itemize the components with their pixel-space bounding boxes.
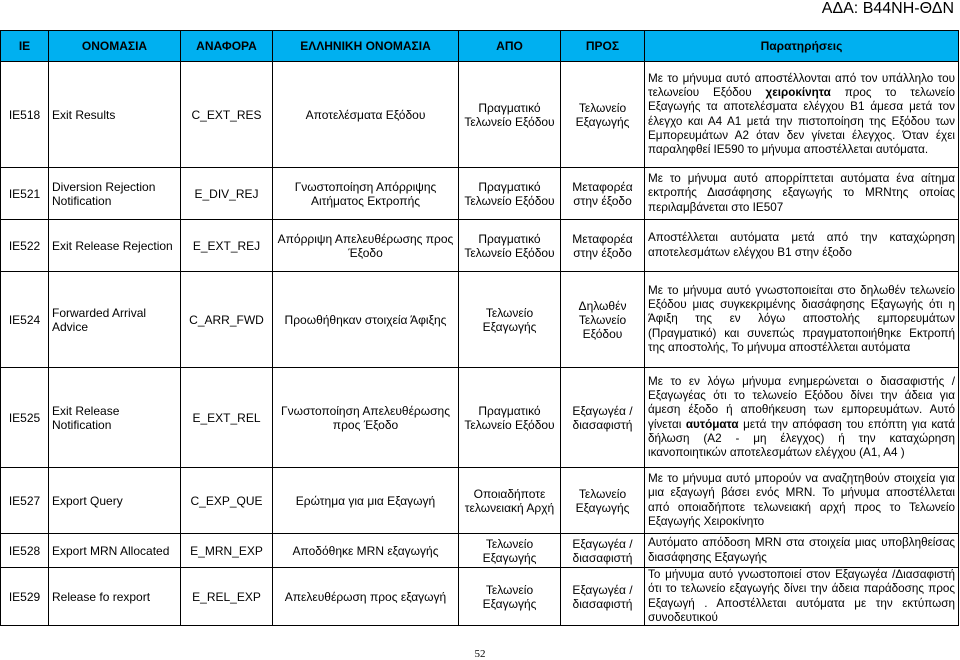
cell-from: Πραγματικό Τελωνείο Εξόδου [459, 62, 561, 168]
cell-greek-name: Αποδόθηκε MRN εξαγωγής [273, 534, 459, 568]
messages-table [0, 30, 959, 626]
cell-notes: Αυτόματο απόδοση MRN στα στοιχεία μιας υποβληθείσας διασάφησης Εξαγωγής [645, 534, 959, 568]
table-row [1, 168, 959, 220]
cell-greek-name: Γνωστοποίηση Απόρριψης Αιτήματος Εκτροπής [273, 168, 459, 220]
cell-greek-name: Αποτελέσματα Εξόδου [273, 62, 459, 168]
cell-ref: E_MRN_EXP [181, 534, 273, 568]
cell-name: Exit Results [49, 62, 181, 168]
cell-from: Πραγματικό Τελωνείο Εξόδου [459, 220, 561, 272]
cell-ie: IE521 [1, 168, 49, 220]
cell-greek-name: Απόρριψη Απελευθέρωσης προς Έξοδο [273, 220, 459, 272]
col-header-ref: ΑΝΑΦΟΡΑ [181, 31, 273, 62]
cell-name: Release fo rexport [49, 568, 181, 626]
cell-notes: Με το μήνυμα αυτό μπορούν να αναζητηθούν στοιχεία για μια εξαγωγή βάσει ενός MRN. Το μήνυμα αποστέλλεται από οποιαδήποτε τελωνειακή αρχή προς το Τελωνείο Εξαγωγής Χειροκίνητο [645, 468, 959, 534]
table-row [1, 62, 959, 168]
cell-to: Μεταφορέα στην έξοδο [561, 220, 645, 272]
cell-ie: IE522 [1, 220, 49, 272]
cell-ie: IE518 [1, 62, 49, 168]
cell-notes: Με το εν λόγω μήνυμα ενημερώνεται ο διασαφιστής /Εξαγωγέας ότι το τελωνείο Εξόδου δίνει την άδεια για άμεση έξοδο ή αποθήκευση των εμπορευμάτων. Αυτό γίνεται αυτόματα μετά την απόφαση του επόπτη για κατά δήλωση (Α2 - μη έλεγχος) ή την καταχώρηση ικανοποιητικών αποτελεσμάτων ελέγχου (Α1, Α4 ) [645, 368, 959, 468]
table-row [1, 468, 959, 534]
cell-greek-name: Ερώτημα για μια Εξαγωγή [273, 468, 459, 534]
cell-name: Exit Release Notification [49, 368, 181, 468]
table-row [1, 220, 959, 272]
cell-ref: C_EXP_QUE [181, 468, 273, 534]
cell-ie: IE527 [1, 468, 49, 534]
cell-ie: IE528 [1, 534, 49, 568]
col-header-from: ΑΠΟ [459, 31, 561, 62]
cell-from: Τελωνείο Εξαγωγής [459, 272, 561, 368]
table-row [1, 272, 959, 368]
cell-ref: E_EXT_REJ [181, 220, 273, 272]
cell-name: Forwarded Arrival Advice [49, 272, 181, 368]
cell-from: Τελωνείο Εξαγωγής [459, 534, 561, 568]
cell-to: Δηλωθέν Τελωνείο Εξόδου [561, 272, 645, 368]
table-row [1, 568, 959, 626]
cell-greek-name: Προωθήθηκαν στοιχεία Άφιξης [273, 272, 459, 368]
cell-ref: E_DIV_REJ [181, 168, 273, 220]
col-header-name: ΟΝΟΜΑΣΙΑ [49, 31, 181, 62]
table-row [1, 368, 959, 468]
cell-name: Exit Release Rejection [49, 220, 181, 272]
cell-ie: IE524 [1, 272, 49, 368]
cell-ie: IE525 [1, 368, 49, 468]
cell-notes: Με το μήνυμα αυτό αποστέλλονται από τον υπάλληλο του τελωνείου Εξόδου χειροκίνητα προς το τελωνείο Εξαγωγής τα αποτελέσματα ελέγχου Β1 άμεσα μετά τον έλεγχο και Α4 Α1 μετά την πιστοποίηση της Εξόδου των Εμπορευμάτων Α2 όταν δεν γίνεται έλεγχος. Όταν έχει παραληφθεί ΙΕ590 το μήνυμα αποστέλλεται αυτόματα. [645, 62, 959, 168]
cell-to: Τελωνείο Εξαγωγής [561, 468, 645, 534]
cell-greek-name: Γνωστοποίηση Απελευθέρωσης προς Έξοδο [273, 368, 459, 468]
cell-name: Diversion Rejection Notification [49, 168, 181, 220]
cell-to: Τελωνείο Εξαγωγής [561, 62, 645, 168]
cell-to: Μεταφορέα στην έξοδο [561, 168, 645, 220]
cell-ref: E_EXT_REL [181, 368, 273, 468]
cell-notes: Αποστέλλεται αυτόματα μετά από την καταχώρηση αποτελεσμάτων ελέγχου Β1 στην έξοδο [645, 220, 959, 272]
cell-from: Οποιαδήποτε τελωνειακή Αρχή [459, 468, 561, 534]
cell-from: Τελωνείο Εξαγωγής [459, 568, 561, 626]
cell-to: Εξαγωγέα /διασαφιστή [561, 368, 645, 468]
cell-ref: C_ARR_FWD [181, 272, 273, 368]
col-header-to: ΠΡΟΣ [561, 31, 645, 62]
col-header-ie: ΙΕ [1, 31, 49, 62]
document-stamp: ΑΔΑ: Β44ΝΗ-ΘΔΝ [821, 0, 954, 17]
cell-ref: E_REL_EXP [181, 568, 273, 626]
cell-ie: IE529 [1, 568, 49, 626]
cell-name: Export Query [49, 468, 181, 534]
cell-notes: Με το μήνυμα αυτό γνωστοποιείται στο δηλωθέν τελωνείο Εξόδου μιας συγκεκριμένης διασάφησης Εξαγωγής ότι η Άφιξη της εν λόγω αποστολής εμπορευμάτων (Πραγματικό) και συνεπώς πραγματοποιήθηκε Εκτροπή της αποστολής, Το μήνυμα αποστέλλεται αυτόματα [645, 272, 959, 368]
cell-notes: Με το μήνυμα αυτό απορρίπτεται αυτόματα ένα αίτημα εκτροπής Διασάφησης εξαγωγής το MRNτης οποίας περιλαμβάνεται στο ΙΕ507 [645, 168, 959, 220]
cell-name: Export MRN Allocated [49, 534, 181, 568]
table-row [1, 534, 959, 568]
cell-to: Εξαγωγέα /διασαφιστή [561, 534, 645, 568]
page-number: 52 [474, 648, 486, 660]
cell-greek-name: Απελευθέρωση προς εξαγωγή [273, 568, 459, 626]
col-header-notes: Παρατηρήσεις [645, 31, 959, 62]
cell-notes: Το μήνυμα αυτό γνωστοποιεί στον Εξαγωγέα /Διασαφιστή ότι το τελωνείο εξαγωγής δίνει την άδεια παράδοσης προς Εξαγωγή . Αποστέλλεται αυτόματα με την εκτύπωση συνοδευτικού [645, 568, 959, 626]
header-row [1, 31, 959, 62]
cell-ref: C_EXT_RES [181, 62, 273, 168]
col-header-greek-name: ΕΛΛΗΝΙΚΗ ΟΝΟΜΑΣΙΑ [273, 31, 459, 62]
cell-from: Πραγματικό Τελωνείο Εξόδου [459, 168, 561, 220]
cell-to: Εξαγωγέα /διασαφιστή [561, 568, 645, 626]
cell-from: Πραγματικό Τελωνείο Εξόδου [459, 368, 561, 468]
